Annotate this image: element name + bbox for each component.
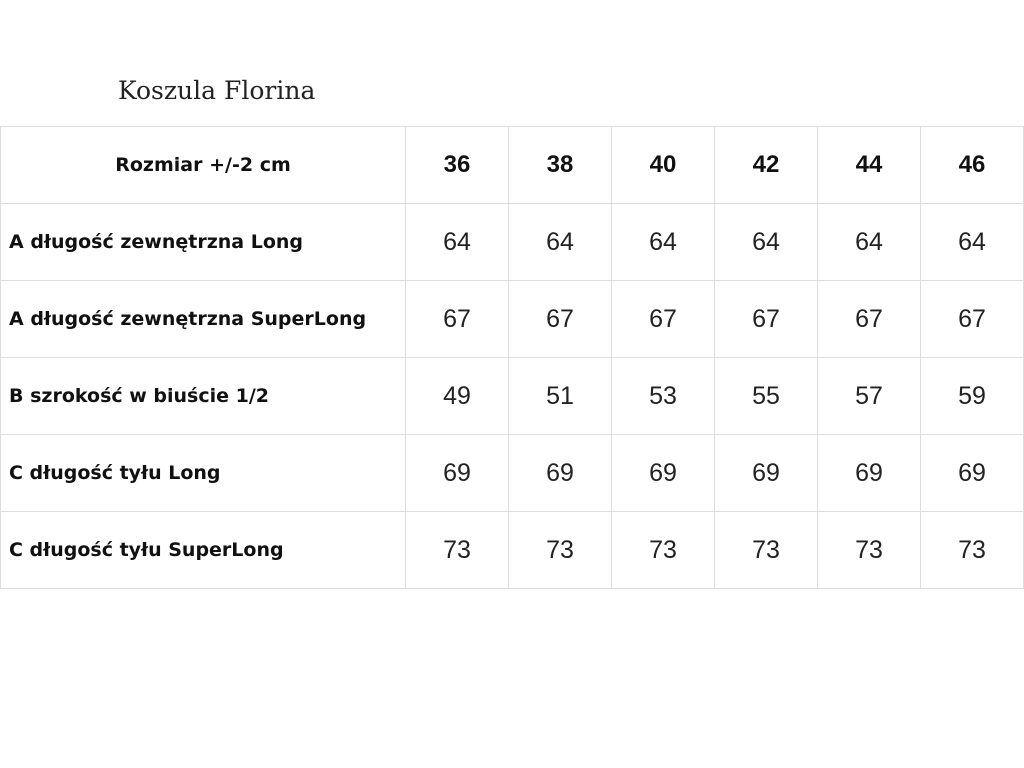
- size-table: [0, 126, 1024, 589]
- measurement-cell: 64: [509, 204, 612, 281]
- size-column-header: Rozmiar +/-2 cm: [1, 127, 406, 204]
- row-label: A długość zewnętrzna Long: [1, 204, 406, 281]
- measurement-cell: 64: [921, 204, 1024, 281]
- measurement-cell: 51: [509, 358, 612, 435]
- table-row: [1, 358, 1024, 435]
- row-label: C długość tyłu SuperLong: [1, 512, 406, 589]
- measurement-cell: 73: [921, 512, 1024, 589]
- measurement-cell: 59: [921, 358, 1024, 435]
- measurement-cell: 73: [509, 512, 612, 589]
- measurement-cell: 69: [612, 435, 715, 512]
- header-row: [1, 127, 1024, 204]
- measurement-cell: 69: [715, 435, 818, 512]
- measurement-cell: 64: [818, 204, 921, 281]
- row-label: A długość zewnętrzna SuperLong: [1, 281, 406, 358]
- measurement-cell: 69: [921, 435, 1024, 512]
- size-header-cell: 46: [921, 127, 1024, 204]
- size-header-cell: 36: [406, 127, 509, 204]
- measurement-cell: 49: [406, 358, 509, 435]
- document-title: Koszula Florina: [118, 76, 316, 105]
- measurement-cell: 64: [406, 204, 509, 281]
- measurement-cell: 55: [715, 358, 818, 435]
- measurement-cell: 67: [715, 281, 818, 358]
- row-label: C długość tyłu Long: [1, 435, 406, 512]
- measurement-cell: 69: [406, 435, 509, 512]
- measurement-cell: 67: [818, 281, 921, 358]
- table-row: [1, 435, 1024, 512]
- measurement-cell: 64: [612, 204, 715, 281]
- measurement-cell: 73: [818, 512, 921, 589]
- row-label: B szrokość w biuście 1/2: [1, 358, 406, 435]
- measurement-cell: 73: [715, 512, 818, 589]
- table-row: [1, 204, 1024, 281]
- size-header-cell: 38: [509, 127, 612, 204]
- size-header-cell: 44: [818, 127, 921, 204]
- measurement-cell: 73: [612, 512, 715, 589]
- measurement-cell: 67: [406, 281, 509, 358]
- table-row: [1, 281, 1024, 358]
- measurement-cell: 67: [509, 281, 612, 358]
- measurement-cell: 69: [509, 435, 612, 512]
- measurement-cell: 69: [818, 435, 921, 512]
- measurement-cell: 57: [818, 358, 921, 435]
- measurement-cell: 67: [612, 281, 715, 358]
- measurement-cell: 64: [715, 204, 818, 281]
- table-row: [1, 512, 1024, 589]
- size-header-cell: 40: [612, 127, 715, 204]
- measurement-cell: 73: [406, 512, 509, 589]
- size-header-cell: 42: [715, 127, 818, 204]
- measurement-cell: 67: [921, 281, 1024, 358]
- measurement-cell: 53: [612, 358, 715, 435]
